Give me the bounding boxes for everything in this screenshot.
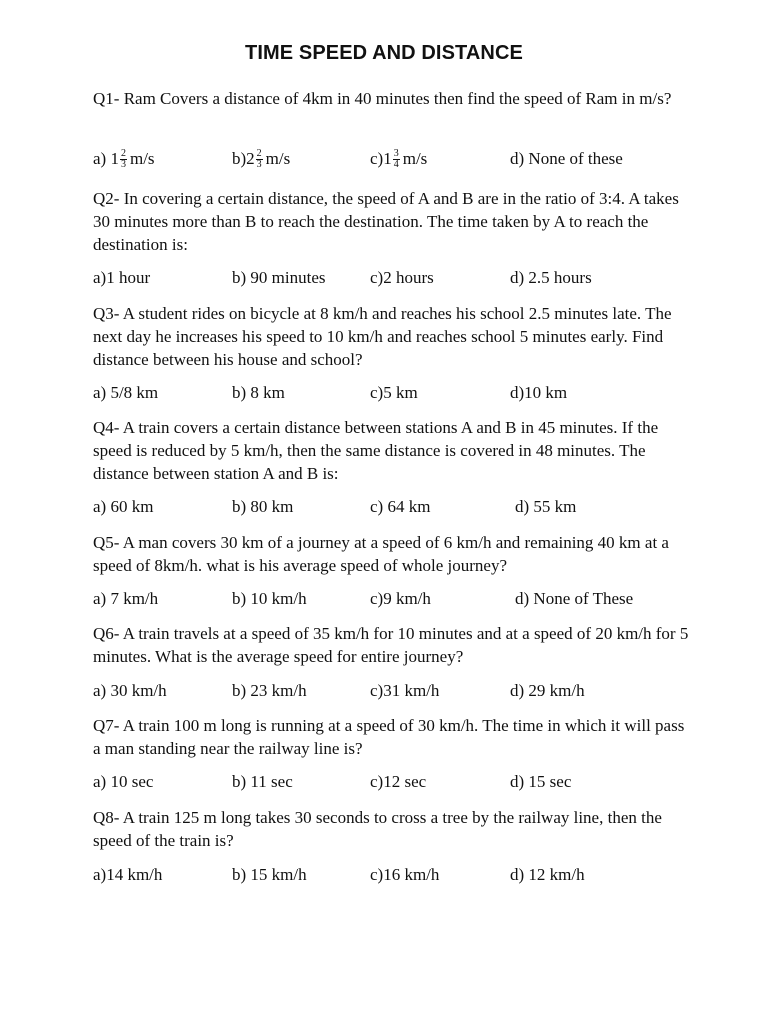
question-8: Q8- A train 125 m long takes 30 seconds to cross a tree by the railway line, then the speed of the train is?	[93, 808, 662, 850]
q3-option-b: b) 8 km	[232, 383, 285, 402]
q1-option-b: b)2 $\frac{2}{3}$ m/s	[232, 147, 291, 170]
fraction: $\frac{2}{3}$	[256, 147, 262, 170]
q7-option-d: d) 15 sec	[510, 772, 572, 791]
q7-option-c: c)12 sec	[370, 772, 427, 791]
question-2: Q2- In covering a certain distance, the speed of A and B are in the ratio of 3:4. A takes 30 minutes more than B to reach the destination. The time taken by A to reach the destination is:	[93, 189, 679, 254]
q4-option-c: c) 64 km	[370, 497, 431, 516]
q1-option-c: c)1 $\frac{3}{4}$ m/s	[370, 147, 428, 170]
q7-option-b: b) 11 sec	[232, 772, 293, 791]
q7-option-a: a) 10 sec	[93, 772, 154, 791]
q2-option-b: b) 90 minutes	[232, 268, 326, 287]
question-2-options	[93, 267, 693, 289]
question-1: Q1- Ram Covers a distance of 4km in 40 minutes then find the speed of Ram in m/s?	[93, 89, 672, 108]
q8-option-d: d) 12 km/h	[510, 865, 585, 884]
q5-option-b: b) 10 km/h	[232, 589, 307, 608]
question-3: Q3- A student rides on bicycle at 8 km/h and reaches his school 2.5 minutes late. The next day he increases his speed to 10 km/h and reaches school 5 minutes early. Find distance between his house and school?	[93, 304, 672, 369]
question-5: Q5- A man covers 30 km of a journey at a speed of 6 km/h and remaining 40 km at a speed of 8km/h. what is his average speed of whole journey?	[93, 533, 669, 575]
q6-option-d: d) 29 km/h	[510, 681, 585, 700]
q3-option-c: c)5 km	[370, 383, 418, 402]
q8-option-b: b) 15 km/h	[232, 865, 307, 884]
question-7: Q7- A train 100 m long is running at a speed of 30 km/h. The time in which it will pass a man standing near the railway line is?	[93, 716, 685, 758]
page-title: TIME SPEED AND DISTANCE	[245, 42, 523, 64]
q2-option-d: d) 2.5 hours	[510, 268, 592, 287]
q6-option-b: b) 23 km/h	[232, 681, 307, 700]
q8-option-a: a)14 km/h	[93, 865, 163, 884]
q2-option-a: a)1 hour	[93, 268, 151, 287]
question-6-options	[93, 680, 693, 702]
q3-option-a: a) 5/8 km	[93, 383, 159, 402]
question-1-options	[93, 148, 693, 170]
fraction: $\frac{2}{3}$	[120, 147, 126, 170]
question-6: Q6- A train travels at a speed of 35 km/h for 10 minutes and at a speed of 20 km/h for 5 minutes. What is the average speed for entire journey?	[93, 624, 689, 666]
q5-option-a: a) 7 km/h	[93, 589, 159, 608]
q3-option-d: d)10 km	[510, 383, 568, 402]
question-8-options	[93, 864, 693, 886]
fraction: $\frac{3}{4}$	[393, 147, 399, 170]
question-4: Q4- A train covers a certain distance between stations A and B in 45 minutes. If the speed is reduced by 5 km/h, then the same distance is covered in 48 minutes. The distance between station A and B is:	[93, 418, 659, 483]
q8-option-c: c)16 km/h	[370, 865, 440, 884]
q5-option-c: c)9 km/h	[370, 589, 431, 608]
q4-option-d: d) 55 km	[515, 497, 577, 516]
question-3-options	[93, 382, 693, 404]
q6-option-c: c)31 km/h	[370, 681, 440, 700]
q4-option-a: a) 60 km	[93, 497, 154, 516]
q1-option-d: d) None of these	[510, 149, 623, 168]
q1-option-a: a) 1 $\frac{2}{3}$ m/s	[93, 147, 155, 170]
q2-option-c: c)2 hours	[370, 268, 434, 287]
question-4-options	[93, 496, 693, 518]
q5-option-d: d) None of These	[515, 589, 634, 608]
q6-option-a: a) 30 km/h	[93, 681, 167, 700]
question-7-options	[93, 771, 693, 793]
question-5-options	[93, 588, 693, 610]
q4-option-b: b) 80 km	[232, 497, 294, 516]
